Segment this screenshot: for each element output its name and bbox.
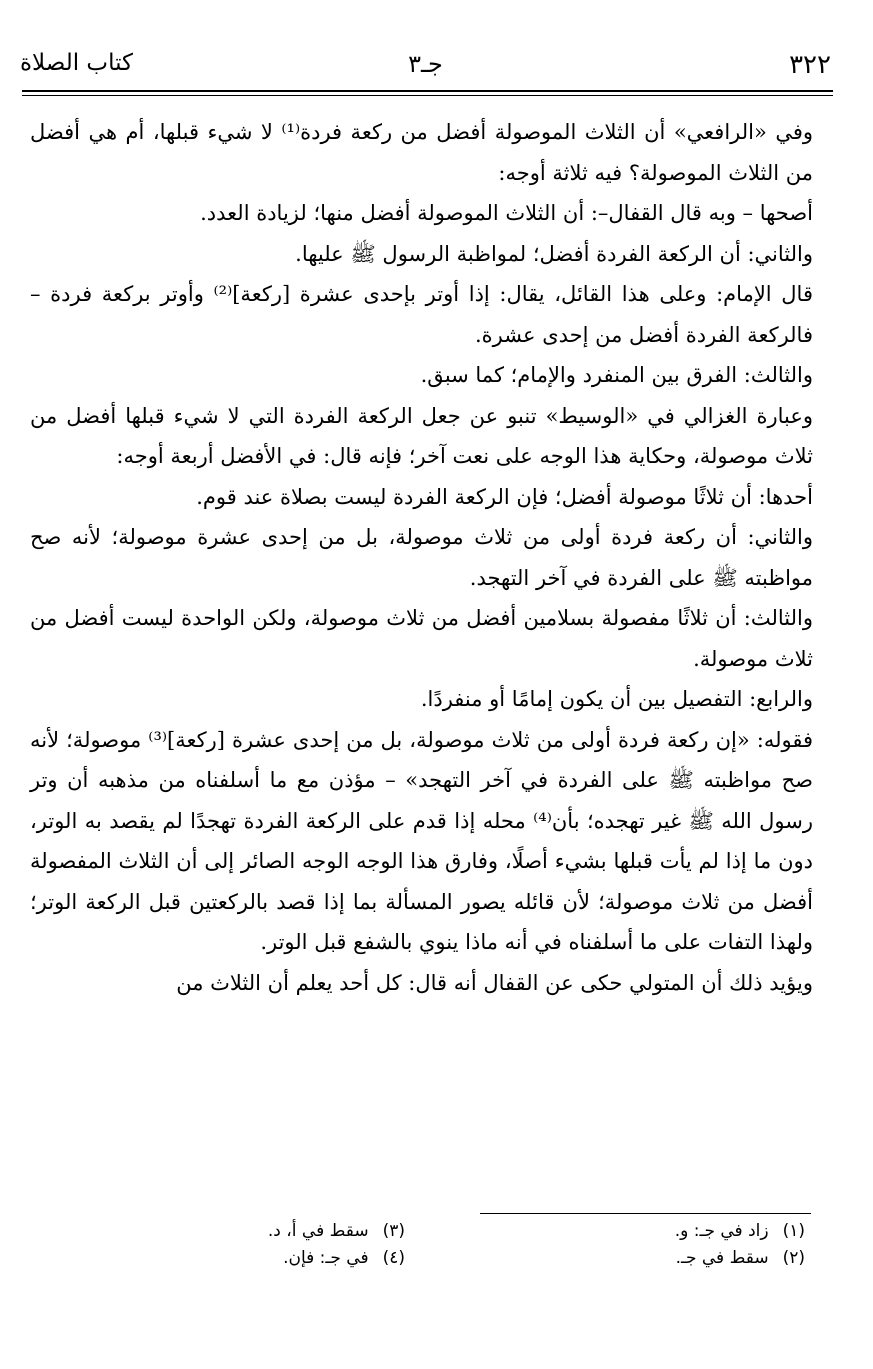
footnote-text: سقط في جـ. xyxy=(675,1248,769,1268)
paragraph: قال الإمام: وعلى هذا القائل، يقال: إذا أوتر بإحدى عشرة [ركعة]⁽²⁾ وأوتر بركعة فردة – فالركعة الفردة أفضل من إحدى عشرة. xyxy=(30,282,813,347)
paragraph: وعبارة الغزالي في «الوسيط» تنبو عن جعل الركعة الفردة التي لا شيء قبلها أفضل من ثلاث موصولة، وحكاية هذا الوجه على نعت آخر؛ فإنه قال: في الأفضل أربعة أوجه: xyxy=(30,403,813,468)
paragraph: أصحها – وبه قال القفال–: أن الثلاث الموصولة أفضل منها؛ لزيادة العدد. xyxy=(200,201,813,225)
header-rule-thick xyxy=(22,90,833,92)
footnote-divider xyxy=(480,1213,811,1214)
footnotes xyxy=(40,1218,805,1288)
paragraph: والثالث: أن ثلاثًا مفصولة بسلامين أفضل من ثلاث موصولة، ولكن الواحدة ليست أفضل من ثلاث موصولة. xyxy=(30,606,813,671)
footnote-text: في جـ: فإن. xyxy=(283,1248,369,1268)
footnote xyxy=(45,1218,405,1245)
footnote-text: سقط في أ، د. xyxy=(267,1221,369,1241)
main-text xyxy=(30,112,813,1003)
paragraph: والثاني: أن الركعة الفردة أفضل؛ لمواظبة الرسول ﷺ عليها. xyxy=(295,241,813,266)
footnote-number: (٤) xyxy=(382,1248,405,1268)
paragraph: فقوله: «إن ركعة فردة أولى من ثلاث موصولة، بل من إحدى عشرة [ركعة]⁽³⁾ موصولة؛ لأنه صح مواظبته ﷺ على الفردة في آخر التهجد» – مؤذن مع ما أسلفناه من مذهبه أن وتر رسول الله ﷺ غير تهجده؛ بأن⁽⁴⁾ محله إذا قدم على الركعة الفردة تهجدًا لم يقصد به الوتر، دون ما إذا لم يأت قبلها بشيء أصلًا، وفارق هذا الوجه الوجه الصائر إلى أن الثلاث المفصولة أفضل من ثلاث موصولة؛ لأن قائله يصور المسألة بما إذا قصد بالركعتين قبل الركعة الوتر؛ ولهذا التفات على ما أسلفناه في أنه ماذا ينوي بالشفع قبل الوتر. xyxy=(30,727,813,954)
volume-label: جـ٣ xyxy=(408,50,443,78)
footnote-number: (٣) xyxy=(382,1221,405,1241)
paragraph: والثاني: أن ركعة فردة أولى من ثلاث موصولة، بل من إحدى عشرة موصولة؛ لأنه صح مواظبته ﷺ على الفردة في آخر التهجد. xyxy=(30,525,813,590)
footnote-text: زاد في جـ: و. xyxy=(674,1221,769,1241)
book-title: كتاب الصلاة xyxy=(20,50,133,76)
header-rule-thin xyxy=(22,95,833,96)
page-number: ٣٢٢ xyxy=(789,50,831,80)
footnote-column-right xyxy=(445,1218,805,1272)
paragraph: أحدها: أن ثلاثًا موصولة أفضل؛ فإن الركعة الفردة ليست بصلاة عند قوم. xyxy=(196,484,813,509)
paragraph: ويؤيد ذلك أن المتولي حكى عن القفال أنه قال: كل أحد يعلم أن الثلاث من xyxy=(176,970,813,995)
footnote xyxy=(445,1245,805,1272)
footnote-column-left xyxy=(45,1218,405,1272)
paragraph: والرابع: التفصيل بين أن يكون إمامًا أو منفردًا. xyxy=(420,687,813,711)
footnote-number: (١) xyxy=(782,1221,805,1241)
footnote xyxy=(45,1245,405,1272)
page-header xyxy=(20,50,831,90)
footnote xyxy=(445,1218,805,1245)
paragraph: والثالث: الفرق بين المنفرد والإمام؛ كما سبق. xyxy=(420,363,813,387)
footnote-number: (٢) xyxy=(782,1248,805,1268)
paragraph: وفي «الرافعي» أن الثلاث الموصولة أفضل من ركعة فردة⁽¹⁾ لا شيء قبلها، أم هي أفضل من الثلاث الموصولة؟ فيه ثلاثة أوجه: xyxy=(30,120,814,185)
